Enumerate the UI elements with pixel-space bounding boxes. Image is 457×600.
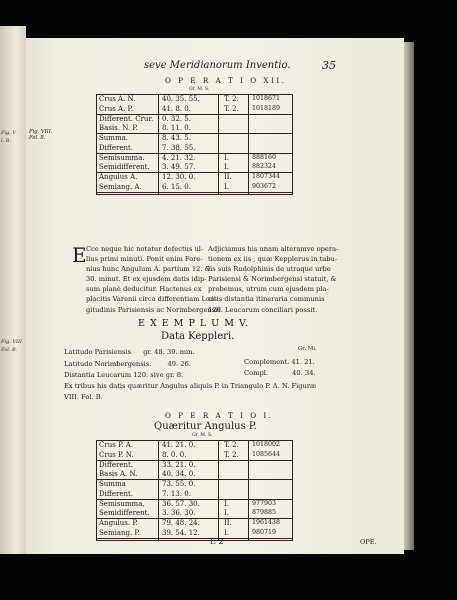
- table-cell-table-ref: I.: [224, 163, 229, 172]
- table-rule: [96, 192, 292, 193]
- table-cell-log: 879885: [252, 509, 277, 517]
- running-title: seve Meridianorum Inventio.: [144, 60, 291, 71]
- table-rule: [218, 440, 219, 541]
- left-margin-label: l. B.: [1, 138, 12, 144]
- table-cell-table-ref: I.: [224, 499, 229, 508]
- table-rule: [158, 440, 159, 541]
- table-rule: [96, 440, 97, 541]
- table-cell-value: 7. 38. 55.: [162, 143, 196, 152]
- table-cell-label: Basis. N. P.: [99, 124, 138, 133]
- table-cell-label: Semisumma.: [99, 153, 145, 162]
- table-cell-value: 36. 57. 30.: [162, 499, 200, 508]
- table-cell-table-ref: II.: [224, 519, 232, 528]
- figure-reference: VIII. Fol. B.: [64, 393, 103, 401]
- table-rule: [96, 194, 292, 195]
- table-cell-table-ref: II.: [224, 173, 232, 182]
- left-page-edge: [0, 26, 26, 554]
- table-cell-label: Different.: [99, 143, 134, 152]
- margin-note: Fig. VIII. Fol. 8.: [29, 129, 53, 141]
- operatio-subtitle: Quæritur Angulus P.: [154, 421, 257, 432]
- operatio-title: O P E R A T I O XII.: [165, 76, 287, 85]
- table-cell-label: Different. Crur.: [99, 114, 154, 123]
- table-rule: [96, 538, 292, 539]
- table-cell-value: 40. 35. 55.: [162, 95, 200, 103]
- table-cell-value: 0. 32. 5.: [162, 114, 191, 123]
- text-line: Parisiensi & Norimbergensi statuit, &: [208, 275, 337, 284]
- table-cell-label: Semiang. P.: [99, 528, 140, 537]
- table-cell-label: Basis A. N.: [99, 470, 138, 479]
- catchword: OPE.: [360, 538, 377, 546]
- complement-line: Complement. 41. 21.: [244, 358, 315, 366]
- table-cell-value: 12. 30. 0.: [162, 173, 196, 182]
- table-cell-log: 1961438: [252, 519, 281, 527]
- table-cell-value: 7. 13. 0.: [162, 489, 191, 498]
- text-line: probemus, utrum cum ejusdem pla-: [208, 285, 329, 294]
- text-line: Cce neque hic notatur defectus ul-: [86, 245, 204, 253]
- operatio-title: O P E R A T I O I.: [165, 411, 274, 420]
- text-line: 30. minut. Et ex ejusdem datis idip-: [86, 275, 207, 284]
- table-cell-log: 980719: [252, 528, 277, 536]
- ex-tribus-line: Ex tribus his datis quæritur Angulus aliquis P. in Triangulo P. A. N. Figuræ: [64, 382, 317, 390]
- table-rule: [96, 540, 292, 541]
- table-cell-value: 3. 49. 57.: [162, 163, 196, 172]
- text-line: tionem ex iis , quæ Kepplerus in tabu-: [208, 255, 338, 264]
- table-cell-table-ref: T. 2.: [224, 450, 239, 459]
- distantia-line: Distantia Leucarum 120. sive gr. 8.: [64, 371, 184, 379]
- text-line: citis distantia itineraria communis: [208, 295, 325, 304]
- table-cell-log: 1085644: [252, 450, 281, 458]
- table-cell-label: Crus P. N.: [99, 450, 134, 459]
- table-cell-label: Crus A. N.: [99, 95, 136, 103]
- paragraph-right: [208, 244, 348, 315]
- table-cell-table-ref: I.: [224, 509, 229, 518]
- latitudo-norimbergensis: Latitudo Norimbergensis. 49. 26.: [64, 360, 191, 368]
- text-line: 120. Leucarum conciliari possit.: [208, 305, 318, 314]
- paragraph-left: [86, 244, 226, 315]
- table-cell-label: Angulus A.: [99, 173, 138, 182]
- table-rule: [248, 440, 249, 541]
- table-cell-table-ref: I.: [224, 182, 229, 191]
- table-cell-log: 1807344: [252, 173, 281, 181]
- text-line: lis suis Rudolphinis de utraque urbe: [208, 265, 331, 274]
- table-cell-value: 33. 21. 0.: [162, 460, 196, 469]
- table-cell-label: Semidifferent.: [99, 163, 150, 172]
- left-margin-label: Fol. B.: [1, 347, 18, 353]
- table-cell-label: Crus P. A.: [99, 441, 134, 449]
- table-cell-label: Semidifferent.: [99, 509, 150, 518]
- page-edge: [404, 42, 414, 550]
- exemplum-subtitle: Data Keppleri.: [161, 331, 235, 342]
- table-cell-value: 40. 34. 0.: [162, 470, 196, 479]
- table-cell-value: 73. 55. 0.: [162, 480, 196, 489]
- text-line: lius primi minuti. Ponit enim Fore-: [86, 255, 203, 264]
- table-cell-label: Crus A. P.: [99, 104, 134, 113]
- table-cell-log: 882324: [252, 163, 277, 171]
- table-cell-label: Semisumma,: [99, 499, 145, 508]
- table-cell-log: 1018002: [252, 441, 281, 448]
- table-cell-table-ref: T. 2.: [224, 95, 239, 103]
- table-cell-log: 1018189: [252, 104, 281, 112]
- left-margin-label: Fig. V: [1, 130, 17, 136]
- signature-mark: E 2: [210, 537, 224, 546]
- table-cell-table-ref: I.: [224, 528, 229, 537]
- text-line: sum planè deducitur. Hactenus ex: [86, 285, 202, 294]
- table-cell-table-ref: I.: [224, 153, 229, 162]
- table-cell-value: 41. 21. 0.: [162, 441, 196, 449]
- drop-cap: E: [72, 243, 87, 267]
- exemplum-title: E X E M P L U M V.: [138, 318, 250, 329]
- table-cell-label: Summa: [99, 480, 126, 489]
- table-cell-value: 41. 8. 0.: [162, 104, 191, 113]
- table-cell-value: 39. 54. 12.: [162, 528, 200, 537]
- table-cell-value: 6. 15. 0.: [162, 182, 191, 191]
- text-line: placitis Varenii circa differentiam Lon-: [86, 295, 217, 304]
- table-cell-label: Different.: [99, 460, 134, 469]
- table-cell-label: Semiang. A.: [99, 182, 142, 191]
- left-margin-label: Fig. VIII: [1, 339, 22, 345]
- book-page: [26, 38, 404, 554]
- text-line: gitudinis Parisiensis ac Norimbergensis.: [86, 305, 223, 314]
- text-line: nius hunc Angulum A. partium 12. &: [86, 265, 211, 274]
- units-label: Gr. M. S.: [189, 87, 210, 92]
- table-cell-log: 888160: [252, 153, 277, 161]
- table-cell-log: 903672: [252, 182, 277, 190]
- latitudo-parisiensis: Latitudo Parisiensis gr. 48. 39. min.: [64, 348, 195, 356]
- units-label: Gr. M. S.: [192, 433, 213, 438]
- text-line: Adjiciamus his unam alteramve opera-: [208, 245, 339, 253]
- table-rule: [96, 94, 97, 195]
- table-cell-value: 4. 21. 32.: [162, 153, 196, 162]
- table-cell-label: Angulus. P.: [99, 519, 138, 528]
- table-cell-label: Different.: [99, 489, 134, 498]
- table-cell-value: 8. 11. 0.: [162, 124, 191, 133]
- table-cell-label: Summa.: [99, 134, 128, 143]
- compl-line: Compl. 40. 34.: [244, 369, 316, 377]
- table-rule: [218, 94, 219, 195]
- gr-mi-label: Gr. Mi.: [298, 346, 317, 352]
- table-rule: [158, 94, 159, 195]
- table-cell-table-ref: T. 2.: [224, 441, 239, 449]
- table-cell-value: 3. 36. 30.: [162, 509, 196, 518]
- table-cell-log: 1018671: [252, 95, 281, 102]
- table-cell-value: 79. 48. 24.: [162, 519, 200, 528]
- table-rule: [292, 440, 293, 541]
- table-cell-value: 8. 43. 5.: [162, 134, 191, 143]
- table-rule: [248, 94, 249, 195]
- page-number: 35: [322, 59, 336, 72]
- table-rule: [292, 94, 293, 195]
- table-cell-log: 977903: [252, 499, 277, 507]
- table-cell-value: 8. 0. 0.: [162, 450, 187, 459]
- table-cell-table-ref: T. 2.: [224, 104, 239, 113]
